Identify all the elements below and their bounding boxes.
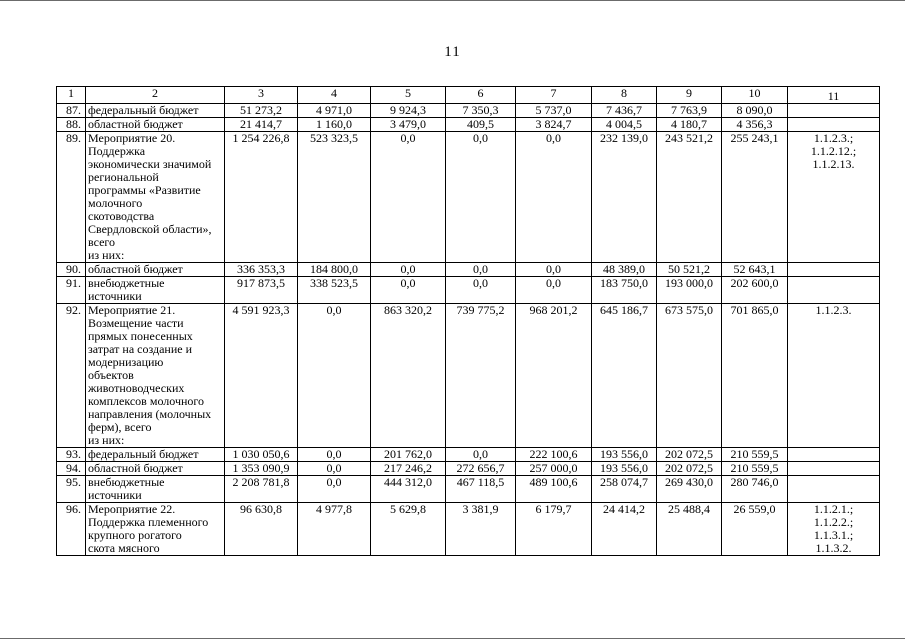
scan-edge-top [0, 0, 905, 1]
col-header: 8 [592, 87, 657, 104]
table-row [57, 104, 880, 118]
target-code: 1.1.2.3. [815, 303, 852, 317]
value: 9 924,3 [390, 103, 426, 117]
row-name-line: Поддержка племенного [88, 515, 209, 529]
row-number-cell [57, 448, 86, 462]
value-cell [225, 476, 298, 503]
col-header: 2 [86, 87, 225, 104]
row-name-line: программы «Развитие [88, 183, 201, 197]
table-row [57, 132, 880, 263]
value: 269 430,0 [665, 475, 713, 489]
row-name-cell [86, 304, 225, 448]
table-row [57, 118, 880, 132]
value-cell [225, 503, 298, 556]
value-cell [592, 132, 657, 263]
row-name-line: всего [88, 235, 116, 249]
budget-table [56, 86, 880, 556]
value: 280 746,0 [730, 475, 779, 489]
row-name-line: внебюджетные [88, 276, 165, 290]
value: 6 179,7 [535, 502, 572, 516]
value-cell [371, 277, 446, 304]
table-row [57, 263, 880, 277]
row-name-line: скотоводства [88, 209, 155, 223]
value: 4 591 923,3 [232, 303, 290, 317]
page-number: 11 [444, 44, 461, 60]
value: 0,0 [400, 276, 416, 290]
value-cell [371, 304, 446, 448]
row-number-cell [57, 503, 86, 556]
value: 0,0 [473, 447, 488, 461]
value: 0,0 [473, 262, 488, 276]
row-name-line: из них: [88, 248, 125, 262]
target-codes-cell [788, 503, 880, 556]
value-cell [657, 132, 722, 263]
value: 5 737,0 [535, 103, 572, 117]
value-cell [657, 448, 722, 462]
row-name-line: региональной [88, 170, 159, 184]
value-cell [722, 277, 788, 304]
value: 338 523,5 [310, 276, 358, 290]
value: 489 100,6 [529, 475, 578, 489]
value: 51 273,2 [240, 103, 282, 117]
value-cell [298, 462, 371, 476]
table-row [57, 462, 880, 476]
value-cell [516, 304, 592, 448]
value: 0,0 [400, 262, 416, 276]
value-cell [657, 263, 722, 277]
target-code: 1.1.2.3.; [813, 131, 854, 145]
row-name-line: крупного рогатого [88, 528, 182, 542]
col-header: 10 [722, 87, 788, 104]
value-cell [371, 132, 446, 263]
value-cell [298, 132, 371, 263]
value-cell [446, 277, 516, 304]
target-codes-cell [788, 448, 880, 462]
value-cell [298, 118, 371, 132]
value: 1 353 090,9 [232, 461, 290, 475]
value: 4 356,3 [736, 117, 773, 131]
value-cell [225, 104, 298, 118]
value: 52 643,1 [733, 262, 776, 276]
value: 193 556,0 [600, 447, 648, 461]
row-name-cell [86, 476, 225, 503]
value: 8 090,0 [736, 103, 773, 117]
value-cell [298, 304, 371, 448]
value-cell [225, 263, 298, 277]
target-code: 1.1.2.12.; [810, 144, 857, 158]
value: 1 030 050,6 [232, 447, 290, 461]
row-number-cell [57, 263, 86, 277]
row-name-line: Мероприятие 20. [88, 131, 176, 145]
target-code: 1.1.2.2.; [813, 515, 854, 529]
value: 7 436,7 [606, 103, 642, 117]
value: 26 559,0 [733, 502, 776, 516]
row-name-line: экономически значимой [88, 157, 212, 171]
value: 863 320,2 [384, 303, 432, 317]
col-header: 7 [516, 87, 592, 104]
row-number: 88. [66, 117, 81, 131]
value: 7 763,9 [671, 103, 707, 117]
value: 0,0 [326, 447, 342, 461]
row-number-cell [57, 462, 86, 476]
row-number: 87. [66, 103, 81, 117]
row-name-line: прямых понесенных [88, 329, 193, 343]
row-name-cell [86, 263, 225, 277]
value: 3 479,0 [390, 117, 426, 131]
row-name-line: областной бюджет [88, 262, 183, 276]
value-cell [298, 104, 371, 118]
target-code: 1.1.3.1.; [813, 528, 854, 542]
value: 917 873,5 [237, 276, 285, 290]
row-name-cell [86, 503, 225, 556]
value: 21 414,7 [240, 117, 282, 131]
value: 645 186,7 [600, 303, 648, 317]
value-cell [592, 263, 657, 277]
target-codes-cell [788, 304, 880, 448]
value: 272 656,7 [456, 461, 505, 475]
row-number-cell [57, 476, 86, 503]
value-cell [722, 118, 788, 132]
row-name-line: внебюджетные [88, 475, 165, 489]
row-name-line: молочного [88, 196, 143, 210]
target-codes-cell [788, 118, 880, 132]
value: 444 312,0 [384, 475, 432, 489]
value: 409,5 [467, 117, 494, 131]
value-cell [722, 104, 788, 118]
value: 201 762,0 [384, 447, 432, 461]
value: 184 800,0 [310, 262, 358, 276]
value-cell [298, 503, 371, 556]
row-name-cell [86, 462, 225, 476]
row-name-line: из них: [88, 433, 125, 447]
row-name-cell [86, 448, 225, 462]
value-cell [657, 304, 722, 448]
value: 222 100,6 [529, 447, 578, 461]
target-codes-cell [788, 104, 880, 118]
value: 193 000,0 [665, 276, 713, 290]
value: 96 630,8 [240, 502, 282, 516]
value-cell [225, 277, 298, 304]
target-codes-cell [788, 263, 880, 277]
value: 48 389,0 [603, 262, 645, 276]
row-number-cell [57, 104, 86, 118]
value-cell [516, 263, 592, 277]
row-number-cell [57, 132, 86, 263]
value-cell [722, 304, 788, 448]
row-name-line: Возмещение части [88, 316, 184, 330]
row-name-cell [86, 132, 225, 263]
row-number-cell [57, 118, 86, 132]
value-cell [446, 304, 516, 448]
target-codes-cell [788, 462, 880, 476]
value: 2 208 781,8 [232, 475, 290, 489]
row-name-line: ферм), всего [88, 420, 152, 434]
value: 5 629,8 [390, 502, 426, 516]
row-number: 90. [66, 262, 81, 276]
value: 673 575,0 [665, 303, 713, 317]
row-number: 94. [66, 461, 81, 475]
value-cell [371, 476, 446, 503]
value-cell [592, 277, 657, 304]
value: 258 074,7 [600, 475, 648, 489]
value-cell [657, 462, 722, 476]
col-header: 4 [298, 87, 371, 104]
value-cell [722, 503, 788, 556]
row-number: 92. [66, 303, 81, 317]
value-cell [446, 104, 516, 118]
row-number: 95. [66, 475, 81, 489]
value-cell [446, 448, 516, 462]
target-code: 1.1.2.13. [812, 157, 855, 171]
value: 193 556,0 [600, 461, 648, 475]
value-cell [722, 476, 788, 503]
value: 202 600,0 [730, 276, 779, 290]
row-name-line: животноводческих [88, 381, 185, 395]
value: 4 180,7 [671, 117, 707, 131]
value-cell [298, 263, 371, 277]
value-cell [516, 277, 592, 304]
value: 1 254 226,8 [232, 131, 290, 145]
value-cell [657, 104, 722, 118]
value: 0,0 [326, 475, 342, 489]
value: 202 072,5 [665, 461, 713, 475]
row-name-line: скота мясного [88, 541, 160, 555]
value: 255 243,1 [730, 131, 779, 145]
value: 50 521,2 [668, 262, 710, 276]
row-name-cell [86, 104, 225, 118]
value-cell [592, 503, 657, 556]
col-header: 1 [57, 87, 86, 104]
target-codes-cell [788, 476, 880, 503]
row-name-line: источники [88, 289, 142, 303]
value: 210 559,5 [730, 461, 779, 475]
value-cell [516, 104, 592, 118]
value-cell [446, 503, 516, 556]
value-cell [592, 462, 657, 476]
value-cell [298, 448, 371, 462]
value-cell [371, 263, 446, 277]
value: 232 139,0 [600, 131, 648, 145]
header-row [57, 87, 880, 104]
value: 210 559,5 [730, 447, 779, 461]
value: 467 118,5 [456, 475, 505, 489]
row-number: 89. [66, 131, 81, 145]
value: 217 246,2 [384, 461, 432, 475]
value-cell [371, 448, 446, 462]
value-cell [722, 263, 788, 277]
value-cell [592, 304, 657, 448]
col-header: 9 [657, 87, 722, 104]
row-number-cell [57, 304, 86, 448]
row-number: 93. [66, 447, 81, 461]
row-name-line: Поддержка [88, 144, 146, 158]
value: 0,0 [473, 276, 488, 290]
col-header: 11 [788, 87, 880, 104]
col-header: 5 [371, 87, 446, 104]
value-cell [516, 503, 592, 556]
value: 739 775,2 [456, 303, 505, 317]
value-cell [592, 118, 657, 132]
value: 0,0 [326, 461, 342, 475]
value: 25 488,4 [668, 502, 710, 516]
scan-edge-bottom [0, 638, 905, 639]
value: 4 977,8 [316, 502, 352, 516]
target-codes-cell [788, 132, 880, 263]
value-cell [446, 462, 516, 476]
value-cell [657, 118, 722, 132]
value-cell [446, 118, 516, 132]
value: 336 353,3 [237, 262, 285, 276]
value: 183 750,0 [600, 276, 648, 290]
value: 7 350,3 [462, 103, 499, 117]
row-name-line: направления (молочных [88, 407, 212, 421]
row-name-line: комплексов молочного [88, 394, 205, 408]
value-cell [225, 462, 298, 476]
value-cell [225, 118, 298, 132]
value-cell [657, 476, 722, 503]
value-cell [657, 503, 722, 556]
value-cell [516, 118, 592, 132]
value-cell [225, 448, 298, 462]
value-cell [371, 104, 446, 118]
value-cell [446, 476, 516, 503]
value: 3 381,9 [462, 502, 499, 516]
value-cell [225, 132, 298, 263]
value: 3 824,7 [535, 117, 572, 131]
value: 4 004,5 [606, 117, 642, 131]
row-name-cell [86, 118, 225, 132]
table-row [57, 476, 880, 503]
value: 1 160,0 [316, 117, 352, 131]
value-cell [516, 462, 592, 476]
table-row [57, 448, 880, 462]
value: 701 865,0 [730, 303, 779, 317]
value: 4 971,0 [316, 103, 352, 117]
value: 0,0 [546, 131, 561, 145]
row-name-line: федеральный бюджет [88, 447, 199, 461]
value-cell [446, 263, 516, 277]
value-cell [225, 304, 298, 448]
value: 24 414,2 [603, 502, 645, 516]
value-cell [592, 104, 657, 118]
value: 0,0 [400, 131, 416, 145]
row-name-line: источники [88, 488, 142, 502]
value-cell [592, 476, 657, 503]
value-cell [371, 503, 446, 556]
value: 523 323,5 [310, 131, 358, 145]
value: 0,0 [546, 262, 561, 276]
table-row [57, 304, 880, 448]
value-cell [298, 277, 371, 304]
row-number: 96. [66, 502, 81, 516]
row-name-line: Свердловской области», [88, 222, 212, 236]
target-codes-cell [788, 277, 880, 304]
row-name-line: модернизацию [88, 355, 164, 369]
row-name-line: областной бюджет [88, 461, 183, 475]
row-name-line: областной бюджет [88, 117, 183, 131]
value: 202 072,5 [665, 447, 713, 461]
value-cell [722, 448, 788, 462]
row-name-line: федеральный бюджет [88, 103, 199, 117]
value-cell [516, 448, 592, 462]
table-row [57, 277, 880, 304]
value-cell [446, 132, 516, 263]
value: 0,0 [326, 303, 342, 317]
row-number-cell [57, 277, 86, 304]
target-code: 1.1.3.2. [815, 541, 852, 555]
target-code: 1.1.2.1.; [813, 502, 854, 516]
value-cell [516, 132, 592, 263]
value: 0,0 [473, 131, 488, 145]
row-number: 91. [66, 276, 81, 290]
row-name-cell [86, 277, 225, 304]
row-name-line: объектов [88, 368, 134, 382]
value-cell [722, 462, 788, 476]
row-name-line: Мероприятие 21. [88, 303, 176, 317]
col-header: 3 [225, 87, 298, 104]
col-header: 6 [446, 87, 516, 104]
row-name-line: затрат на создание и [88, 342, 193, 356]
value: 257 000,0 [529, 461, 578, 475]
value-cell [371, 462, 446, 476]
value-cell [722, 132, 788, 263]
value-cell [592, 448, 657, 462]
value: 968 201,2 [529, 303, 578, 317]
value-cell [298, 476, 371, 503]
value-cell [516, 476, 592, 503]
value-cell [657, 277, 722, 304]
row-name-line: Мероприятие 22. [88, 502, 176, 516]
value: 0,0 [546, 276, 561, 290]
value-cell [371, 118, 446, 132]
table-row [57, 503, 880, 556]
value: 243 521,2 [665, 131, 713, 145]
